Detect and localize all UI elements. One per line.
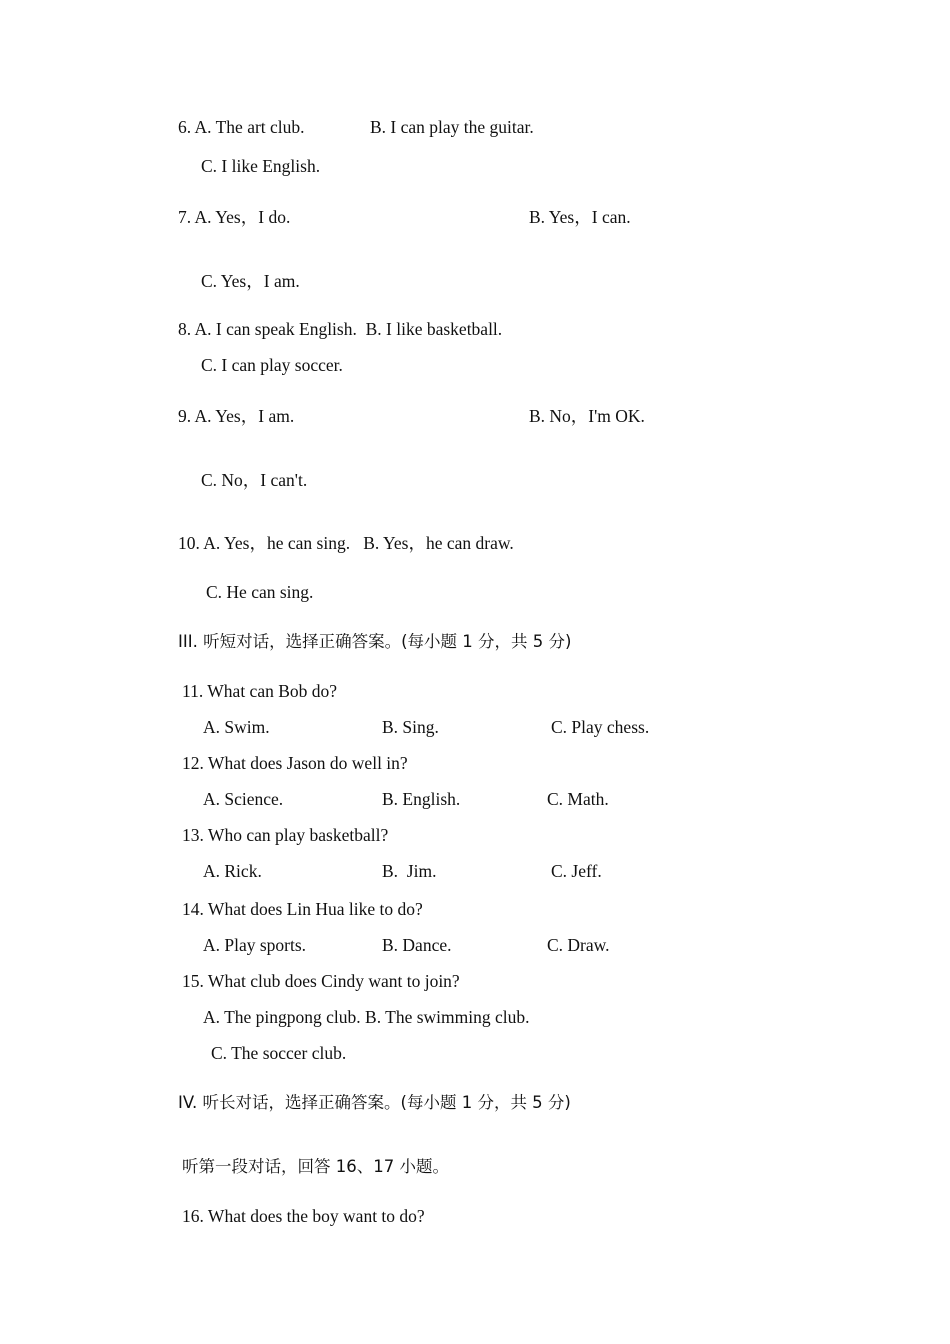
q7-option-c: C. Yes，I am. — [201, 271, 300, 291]
q8-options-ab: 8. A. I can speak English. B. I like basketball. — [178, 319, 503, 339]
q9-option-b: B. No，I'm OK. — [529, 406, 645, 426]
q14-option-a: A. Play sports. — [203, 935, 307, 955]
q9-option-a: 9. A. Yes，I am. — [178, 406, 295, 426]
q12-option-b: B. English. — [382, 789, 461, 809]
q13-option-a: A. Rick. — [203, 861, 262, 881]
q16-question: 16. What does the boy want to do? — [182, 1206, 425, 1226]
section-3-heading: III. 听短对话，选择正确答案。(每小题 1 分，共 5 分) — [178, 632, 572, 651]
q8-option-c: C. I can play soccer. — [201, 355, 343, 375]
q6-option-b: B. I can play the guitar. — [370, 117, 534, 137]
section-4-instruction: 听第一段对话，回答 16、17 小题。 — [182, 1157, 449, 1176]
q11-question: 11. What can Bob do? — [182, 681, 338, 701]
q14-option-c: C. Draw. — [547, 935, 610, 955]
q10-option-c: C. He can sing. — [206, 582, 314, 602]
q9-option-c: C. No，I can't. — [201, 470, 308, 490]
q13-question: 13. Who can play basketball? — [182, 825, 389, 845]
q15-question: 15. What club does Cindy want to join? — [182, 971, 460, 991]
q14-question: 14. What does Lin Hua like to do? — [182, 899, 423, 919]
q12-question: 12. What does Jason do well in? — [182, 753, 408, 773]
q15-options-ab: A. The pingpong club. B. The swimming club. — [203, 1007, 530, 1027]
q7-option-a: 7. A. Yes，I do. — [178, 207, 291, 227]
q13-option-c: C. Jeff. — [551, 861, 602, 881]
q11-option-b: B. Sing. — [382, 717, 439, 737]
q14-option-b: B. Dance. — [382, 935, 452, 955]
q7-option-b: B. Yes，I can. — [529, 207, 631, 227]
q15-option-c: C. The soccer club. — [211, 1043, 347, 1063]
q12-option-c: C. Math. — [547, 789, 609, 809]
q13-option-b: B. Jim. — [382, 861, 437, 881]
section-4-heading: IV. 听长对话，选择正确答案。(每小题 1 分，共 5 分) — [178, 1093, 571, 1112]
q10-options-ab: 10. A. Yes，he can sing. B. Yes，he can draw. — [178, 533, 514, 553]
q11-option-c: C. Play chess. — [551, 717, 650, 737]
q11-option-a: A. Swim. — [203, 717, 270, 737]
q6-option-c: C. I like English. — [201, 156, 321, 176]
q12-option-a: A. Science. — [203, 789, 284, 809]
q6-option-a: 6. A. The art club. — [178, 117, 305, 137]
